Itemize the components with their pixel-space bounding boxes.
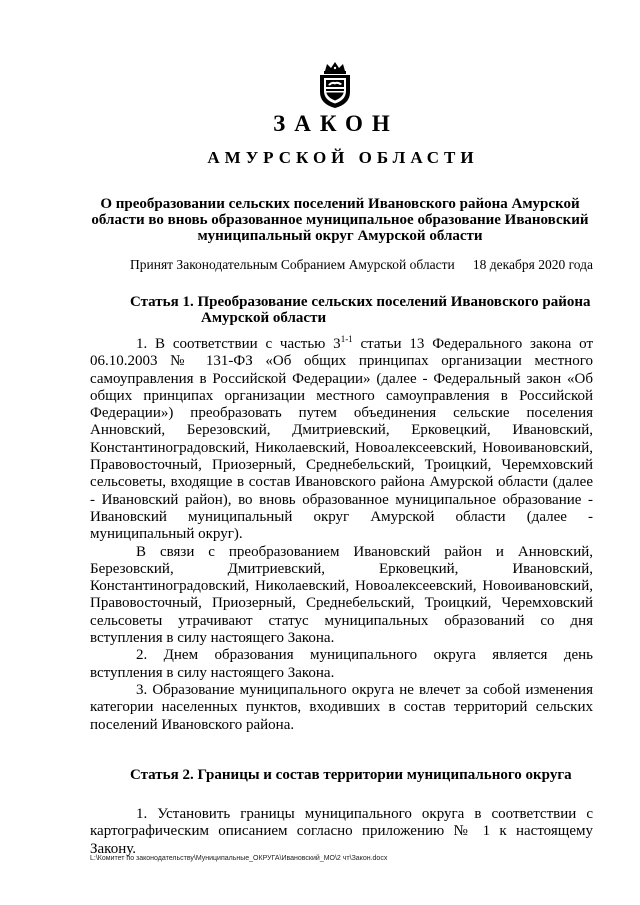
article-1-heading (130, 294, 600, 326)
article-1-heading-line2: Амурской области (201, 310, 327, 326)
file-path-footer: L:\Комитет по законодательству\Муниципальные_ОКРУГА\Ивановский_МО\2 чт\Закон.docx (90, 855, 388, 862)
article-1-paragraph-1 (90, 336, 593, 544)
article-2-heading: Статья 2. Границы и состав территории муниципального округа (130, 767, 572, 783)
article-1-paragraph-4: 3. Образование муниципального округа не влечет за собой изменения категории населенных пунктов, входивших в состав территорий сельских поселений Ивановского района. (90, 681, 593, 733)
amur-oblast-coat-of-arms-icon (315, 62, 355, 108)
law-title: ЗАКОН (273, 111, 399, 136)
article-1-p1-start: 1. В соответствии с частью 3 (136, 336, 341, 352)
adoption-date: 18 декабря 2020 года (472, 257, 593, 272)
article-1-p1-rest: статьи 13 Федерального закона от 06.10.2003 № 131-ФЗ «Об общих принципах организации местного самоуправления в Российской Федерации» (далее - Федеральный закон «Об общих принципах организации местного самоуправления в Российской Федерации») преобразовать путем объединения сельские поселения Анновский, Березовский, Дмитриевский, Ерковецкий, Ивановский, Константиноградовский, Николаевский, Новоалексеевский, Новоивановский, Правовосточный, Приозерный, Среднебельский, Троицкий, Черемховский сельсоветы, входящие в состав Ивановского района Амурской области (далее - Ивановский район), во вновь образованное муниципальное образование - Ивановский муниципальный округ Амурской области (далее - муниципальный округ). (90, 336, 593, 543)
adoption-line (130, 257, 593, 273)
article-2-body (90, 806, 593, 858)
article-1-heading-line1: Статья 1. Преобразование сельских поселений Ивановского района (130, 294, 591, 310)
document-title: О преобразовании сельских поселений Ивановского района Амурской области во вновь образованное муниципальное образование Ивановский муниципальный округ Амурской области (91, 196, 589, 244)
article-2-paragraph-1: 1. Установить границы муниципального округа в соответствии с картографическим описанием согласно приложению № 1 к настоящему Закону. (90, 806, 593, 857)
article-1-body (90, 336, 593, 734)
region-title: АМУРСКОЙ ОБЛАСТИ (207, 148, 479, 167)
article-1-p1-superscript: 1-1 (340, 334, 353, 344)
adoption-text: Принят Законодательным Собранием Амурской области (130, 257, 455, 272)
article-1-paragraph-2: В связи с преобразованием Ивановский район и Анновский, Березовский, Дмитриевский, Ерковецкий, Ивановский, Константиноградовский, Николаевский, Новоалексеевский, Новоивановский, Правовосточный, Приозерный, Среднебельский, Троицкий, Черемховский сельсоветы утрачивают статус муниципальных образований со дня вступления в силу настоящего Закона. (90, 543, 593, 647)
article-1-paragraph-3: 2. Днем образования муниципального округа является день вступления в силу настоящего Закона. (90, 647, 593, 681)
